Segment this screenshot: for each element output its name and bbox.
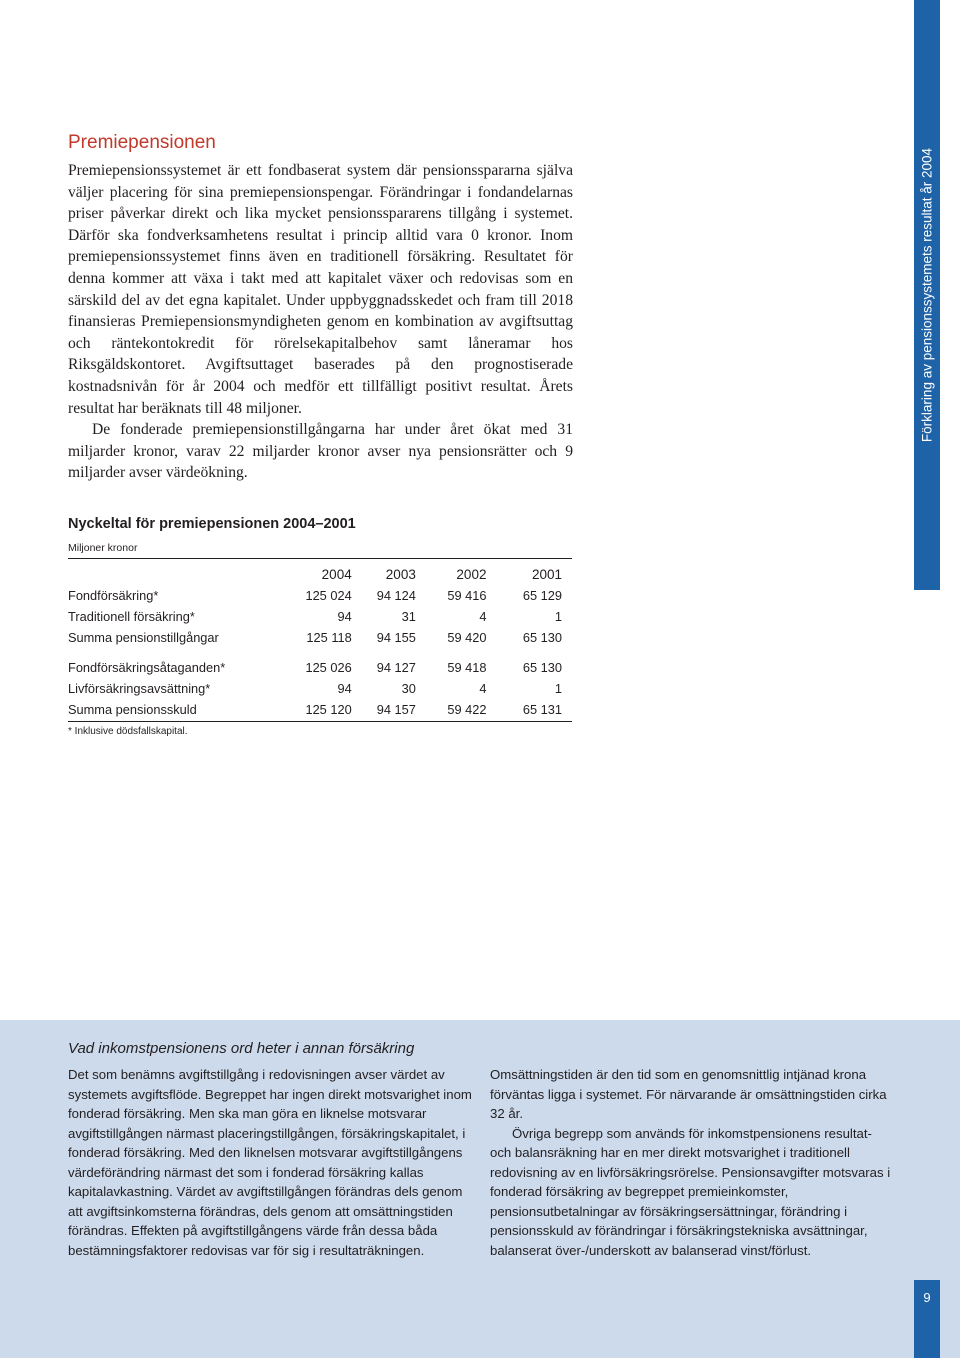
header-year: 2003 xyxy=(385,567,416,582)
cell: 65 130 xyxy=(522,660,562,675)
header-year: 2004 xyxy=(321,567,352,582)
row-label: Summa pensionsskuld xyxy=(68,702,197,717)
cell: 65 131 xyxy=(522,702,562,717)
table-title: Nyckeltal för premiepensionen 2004–2001 xyxy=(68,516,356,532)
table-rule xyxy=(68,558,572,559)
cell: 59 418 xyxy=(447,660,487,675)
cell: 59 422 xyxy=(447,702,487,717)
header-year: 2002 xyxy=(456,567,487,582)
cell: 30 xyxy=(401,681,416,696)
table-rule xyxy=(68,721,572,722)
kpi-table xyxy=(68,564,572,720)
row-label: Fondförsäkring* xyxy=(68,588,159,603)
body-paragraph: Premiepensionssystemet är ett fondbaserat system där pensionsspararna själva väljer placering för sina premiepensionspengar. Förändringar i fondandelarnas priser påverkar direkt och lika mycket pensionsspararens tillgång i systemet. Därför ska fondverksamhetens resultat i princip alltid vara 0 kronor. Inom premiepensionssystemet finns även en traditionell försäkring. Resultatet för denna kommer att växa i takt med att kapitalet växer och redovisas som en särskild del av det egna kapitalet. Under uppbyggnadsskedet och fram till 2018 finansieras Premiepensionsmyndigheten genom en kombination av avgiftsuttag och räntekontokredit för rörelsekapitalbehov samt låneramar hos Riksgäldskontoret. Avgiftsuttaget baserades på den prognostiserade kostnadsnivån för år 2004 och medför ett tillfälligt positivt resultat. Årets resultat har beräknats till 48 miljoner. xyxy=(68,162,573,417)
info-paragraph: Det som benämns avgiftstillgång i redovisningen avser värdet av systemets avgiftsflöde. Begreppet har ingen direkt motsvarighet inom fonderad försäkring. Men ska man göra en liknelse motsvarar avgiftstillgången närmast placeringstillgången, försäkringskapitalet, i fonderad försäkring. Med den liknelsen motsvarar avgiftstillgångens värdeförändring närmast det som i fonderad försäkring kallas kapitalavkastning. Värdet av avgiftstillgången förändras dels genom att avgiftsinkomsterna förändras, dels genom att omsättningstiden förändras. Effekten på avgiftstillgångens värde från dessa båda bestämningsfaktorer redovisas var för sig i resultaträkningen. xyxy=(68,1067,472,1258)
header-label xyxy=(68,564,292,585)
cell: 125 026 xyxy=(305,660,352,675)
info-paragraph: Omsättningstiden är den tid som en genomsnittlig intjänad krona förväntas ligga i systemet. För närvarande är omsättningstiden cirka 32 år. xyxy=(490,1067,887,1121)
page-tab xyxy=(914,1280,940,1358)
cell: 65 130 xyxy=(522,630,562,645)
table-footnote: * Inklusive dödsfallskapital. xyxy=(68,726,188,737)
cell: 4 xyxy=(479,609,487,624)
cell: 1 xyxy=(554,681,562,696)
info-column-right xyxy=(490,1065,895,1260)
row-label: Livförsäkringsavsättning* xyxy=(68,681,211,696)
cell: 59 420 xyxy=(447,630,487,645)
table-row xyxy=(68,657,572,678)
table-row xyxy=(68,678,572,699)
table-row xyxy=(68,699,572,720)
cell: 125 120 xyxy=(305,702,352,717)
table-unit: Miljoner kronor xyxy=(68,542,138,554)
info-column-left xyxy=(68,1065,473,1260)
table-header-row xyxy=(68,564,572,585)
cell: 31 xyxy=(401,609,416,624)
cell: 94 157 xyxy=(376,702,416,717)
cell: 94 155 xyxy=(376,630,416,645)
table-row xyxy=(68,627,572,648)
sidebar-title: Förklaring av pensionssystemets resultat år 2004 xyxy=(919,147,935,443)
page-number: 9 xyxy=(923,1290,931,1305)
row-label: Fondförsäkringsåtaganden* xyxy=(68,660,226,675)
table-spacer xyxy=(68,648,572,657)
table-row xyxy=(68,606,572,627)
cell: 125 118 xyxy=(306,630,352,645)
cell: 94 127 xyxy=(376,660,416,675)
info-heading: Vad inkomstpensionens ord heter i annan försäkring xyxy=(68,1040,415,1057)
cell: 94 xyxy=(337,681,352,696)
cell: 125 024 xyxy=(305,588,352,603)
section-sidebar xyxy=(914,0,940,590)
cell: 59 416 xyxy=(447,588,487,603)
cell: 65 129 xyxy=(522,588,562,603)
info-paragraph: Övriga begrepp som används för inkomstpensionens resultat- och balansräkning har en mer direkt motsvarighet i traditionell redovisning av en livförsäkringsrörelse. Pensionsavgifter motsvaras i fonderad försäkring av begreppet premieinkomster, pensionsutbetalningar av försäkringsersättningar, förändring i pensionsskuld av förändringar i försäkringstekniska avsättningar, balanserat över-/underskott av balanserad vinst/förlust. xyxy=(490,1125,891,1258)
cell: 94 124 xyxy=(376,588,416,603)
cell: 94 xyxy=(337,609,352,624)
header-year: 2001 xyxy=(531,567,562,582)
cell: 4 xyxy=(479,681,487,696)
cell: 1 xyxy=(554,609,562,624)
row-label: Traditionell försäkring* xyxy=(68,609,195,624)
section-title: Premiepensionen xyxy=(68,132,216,153)
section-body xyxy=(68,160,573,484)
body-paragraph: De fonderade premiepensionstillgångarna har under året ökat med 31 miljarder kronor, varav 22 miljarder kronor avser nya pensionsrätter och 9 miljarder avser värdeökning. xyxy=(68,421,573,482)
row-label: Summa pensionstillgångar xyxy=(68,630,219,645)
table-row xyxy=(68,585,572,606)
